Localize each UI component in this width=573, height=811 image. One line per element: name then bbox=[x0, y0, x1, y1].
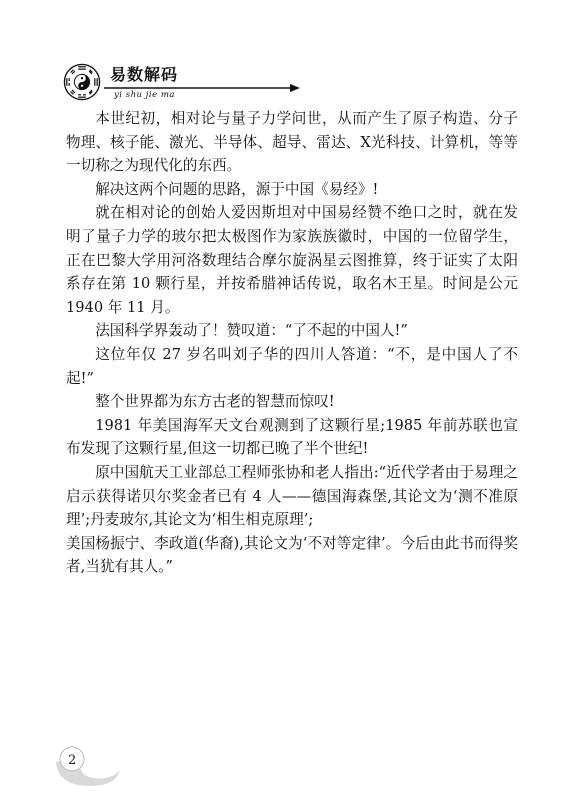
header-pinyin: yi shu jie ma bbox=[114, 90, 175, 100]
body-text bbox=[66, 107, 518, 579]
header-title: 易数解码 bbox=[110, 65, 179, 84]
bagua-taiji-icon bbox=[63, 63, 101, 101]
paragraph: 整个世界都为东方古老的智慧而惊叹! bbox=[95, 393, 335, 411]
page-footer bbox=[50, 740, 130, 790]
paragraph: 本世纪初，相对论与量子力学问世，从而产生了原子构造、分子物理、核子能、激光、半导体、超导、雷达、X光科技、计算机，等等一切称之为现代化的东西。 bbox=[66, 110, 518, 175]
paragraph: 1981 年美国海军天文台观测到了这颗行星;1985 年前苏联也宣布发现了这颗行星,但这一切都已晚了半个世纪! bbox=[66, 416, 518, 458]
paragraph: 就在相对论的创始人爱因斯坦对中国易经赞不绝口之时，就在发明了量子力学的玻尔把太极图作为家族族徽时，中国的一位留学生，正在巴黎大学用河洛数理结合摩尔旋涡星云图推算，终于证实了太阳系存在第 10 颗行星，并按希腊神话传说，取名木王星。时间是公元 1940 年 11 月。 bbox=[66, 204, 518, 316]
paragraph: 美国杨振宁、李政道(华裔),其论文为‘不对等定律’。今后由此书而得奖者,当犹有其人。” bbox=[66, 534, 518, 576]
page-number: 2 bbox=[68, 753, 77, 768]
paragraph: 解决这两个问题的思路，源于中国《易经》! bbox=[95, 180, 379, 198]
page-header bbox=[60, 55, 300, 105]
page-corner-swirl-icon bbox=[50, 740, 130, 790]
paragraph: 法国科学界轰动了！赞叹道：“了不起的中国人!” bbox=[95, 322, 408, 340]
paragraph: 原中国航天工业部总工程师张协和老人指出:“近代学者由于易理之启示获得诺贝尔奖金者已有 4 人——德国海森堡,其论文为‘测不准原理’;丹麦玻尔,其论文为‘相生相克原理’; bbox=[66, 463, 518, 529]
paragraph: 这位年仅 27 岁名叫刘子华的四川人答道：“不，是中国人了不起!” bbox=[66, 345, 518, 387]
